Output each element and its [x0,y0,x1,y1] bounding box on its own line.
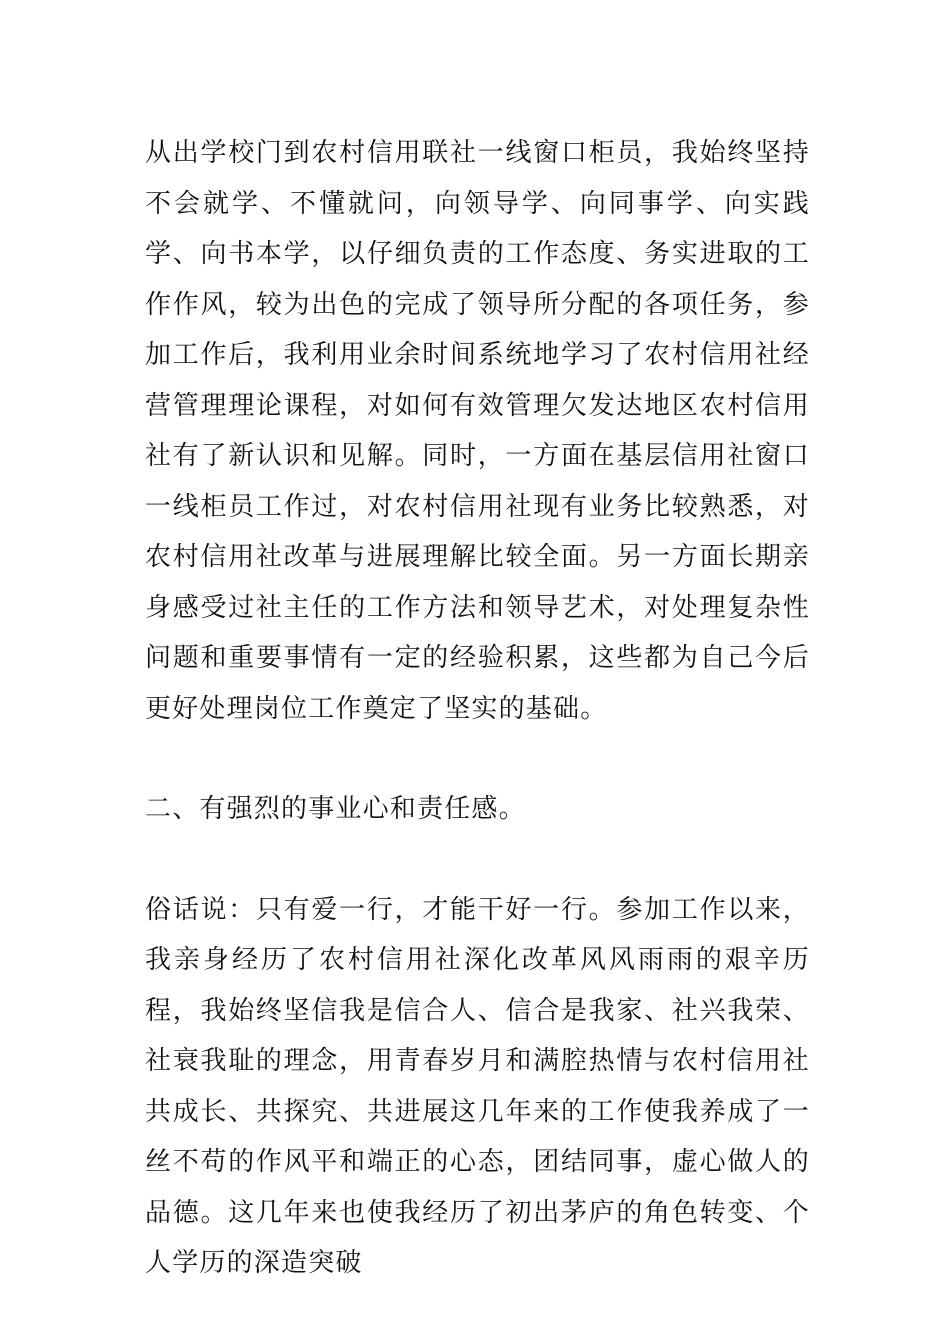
body-paragraph: 从出学校门到农村信用联社一线窗口柜员，我始终坚持不会就学、不懂就问，向领导学、向同事学、向实践学、向书本学，以仔细负责的工作态度、务实进取的工作作风，较为出色的完成了领导所分配的各项任务，参加工作后，我利用业余时间系统地学习了农村信用社经营管理理论课程，对如何有效管理欠发达地区农村信用社有了新认识和见解。同时，一方面在基层信用社窗口一线柜员工作过，对农村信用社现有业务比较熟悉，对农村信用社改革与进展理解比较全面。另一方面长期亲身感受过社主任的工作方法和领导艺术，对处理复杂性问题和重要事情有一定的经验积累，这些都为自己今后更好处理岗位工作奠定了坚实的基础。 [145,138,810,724]
section-heading: 二、有强烈的事业心和责任感。 [145,794,526,824]
document-page [145,128,810,1289]
body-paragraph: 俗话说：只有爱一行，才能干好一行。参加工作以来，我亲身经历了农村信用社深化改革风风雨雨的艰辛历程，我始终坚信我是信合人、信合是我家、社兴我荣、社衰我耻的理念，用青春岁月和满腔热情与农村信用社共成长、共探究、共进展这几年来的工作使我养成了一丝不苟的作风平和端正的心态，团结同事，虚心做人的品德。这几年来也使我经历了初出茅庐的角色转变、个人学历的深造突破 [145,894,810,1278]
